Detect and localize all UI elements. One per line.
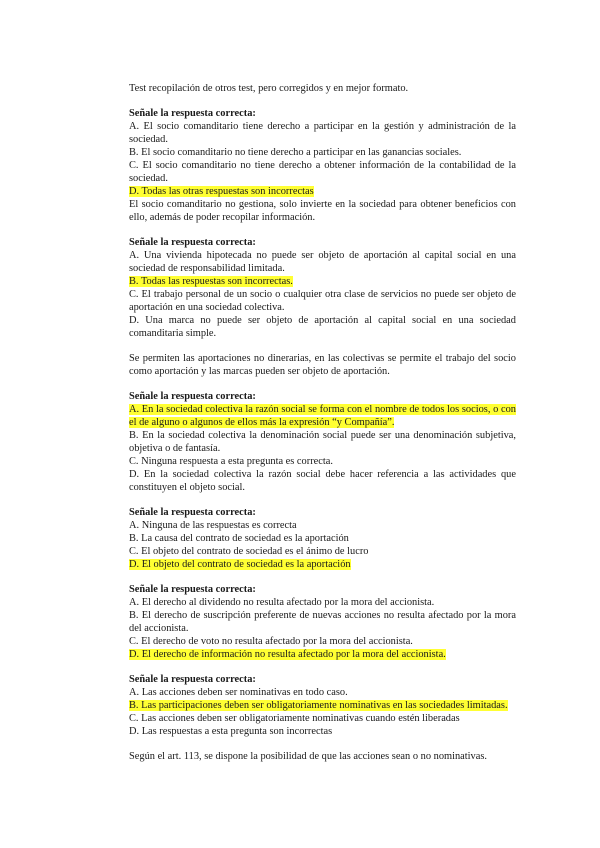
answer-option [129,288,516,314]
answer-option-text: D. En la sociedad colectiva la razón social debe hacer referencia a las actividades que constituyen el objeto social. [129,469,516,493]
answer-option-text: A. El derecho al dividendo no resulta afectado por la mora del accionista. [129,597,435,608]
answer-option-text: A. El socio comanditario tiene derecho a participar en la gestión y administración de la sociedad. [129,121,516,145]
answer-option-text: C. Las acciones deben ser obligatoriamente nominativas cuando estén liberadas [129,713,460,724]
explanation-note: Se permiten las aportaciones no dinerarias, en las colectivas se permite el trabajo del socio como aportación y las marcas pueden ser objeto de aportación. [129,353,516,377]
answer-option-correct [129,648,516,661]
answer-option-text: D. Las respuestas a esta pregunta son incorrectas [129,726,333,737]
explanation-note: El socio comanditario no gestiona, solo invierte en la sociedad para obtener beneficios con ello, además de poder recopilar información. [129,199,516,223]
answer-option-text: B. Las participaciones deben ser obligatoriamente nominativas en las sociedades limitadas. [129,700,508,711]
answer-option [129,545,516,558]
answer-option [129,249,516,275]
answer-option [129,146,516,159]
answer-option-text: A. En la sociedad colectiva la razón social se forma con el nombre de todos los socios, o con el de alguno o algunos de ellos más la expresión “y Compañía”. [129,404,516,428]
question-block [129,236,516,378]
answer-option-text: C. El derecho de voto no resulta afectado por la mora del accionista. [129,636,413,647]
answer-option [129,120,516,146]
answer-option [129,596,516,609]
answer-option-text: B. En la sociedad colectiva la denominación social puede ser una denominación subjetiva, objetiva o de fantasía. [129,430,516,454]
answer-option [129,455,516,468]
answer-option [129,519,516,532]
answer-option-correct [129,275,516,288]
answer-option [129,314,516,340]
question-block [129,673,516,763]
intro-text: Test recopilación de otros test, pero corregidos y en mejor formato. [129,83,409,94]
answer-option [129,686,516,699]
question-block [129,390,516,494]
answer-option-text: A. Una vivienda hipotecada no puede ser objeto de aportación al capital social en una sociedad de responsabilidad limitada. [129,250,516,274]
answer-option-correct [129,185,516,198]
answer-option [129,468,516,494]
answer-option-text: A. Ninguna de las respuestas es correcta [129,520,297,531]
question-block [129,583,516,661]
question-list [129,107,516,763]
answer-option-text: C. El trabajo personal de un socio o cualquier otra clase de servicios no puede ser objeto de aportación en una sociedad colectiva. [129,289,516,313]
answer-option [129,429,516,455]
answer-option [129,159,516,185]
answer-option-text: D. Todas las otras respuestas son incorrectas [129,186,314,197]
answer-option-correct [129,558,516,571]
question-title: Señale la respuesta correcta: [129,108,256,119]
answer-option [129,725,516,738]
answer-option-text: C. El socio comanditario no tiene derecho a obtener información de la contabilidad de la sociedad. [129,160,516,184]
explanation-note: Según el art. 113, se dispone la posibilidad de que las acciones sean o no nominativas. [129,751,488,762]
answer-option-correct [129,403,516,429]
answer-option-text: D. El objeto del contrato de sociedad es la aportación [129,559,351,570]
question-title: Señale la respuesta correcta: [129,507,256,518]
answer-option-text: B. El socio comanditario no tiene derecho a participar en las ganancias sociales. [129,147,462,158]
answer-option-text: B. La causa del contrato de sociedad es la aportación [129,533,349,544]
question-title: Señale la respuesta correcta: [129,584,256,595]
answer-option-text: C. El objeto del contrato de sociedad es el ánimo de lucro [129,546,369,557]
answer-option-text: D. Una marca no puede ser objeto de aportación al capital social en una sociedad comanditaria simple. [129,315,516,339]
answer-option [129,532,516,545]
answer-option [129,609,516,635]
answer-option [129,635,516,648]
question-block [129,107,516,224]
answer-option-correct [129,699,516,712]
answer-option-text: A. Las acciones deben ser nominativas en todo caso. [129,687,348,698]
answer-option-text: B. Todas las respuestas son incorrectas. [129,276,293,287]
answer-option-text: D. El derecho de información no resulta afectado por la mora del accionista. [129,649,446,660]
answer-option-text: C. Ninguna respuesta a esta pregunta es correcta. [129,456,333,467]
question-block [129,506,516,571]
answer-option-text: B. El derecho de suscripción preferente de nuevas acciones no resulta afectado por la mora del accionista. [129,610,516,634]
question-title: Señale la respuesta correcta: [129,237,256,248]
question-title: Señale la respuesta correcta: [129,674,256,685]
answer-option [129,712,516,725]
question-title: Señale la respuesta correcta: [129,391,256,402]
